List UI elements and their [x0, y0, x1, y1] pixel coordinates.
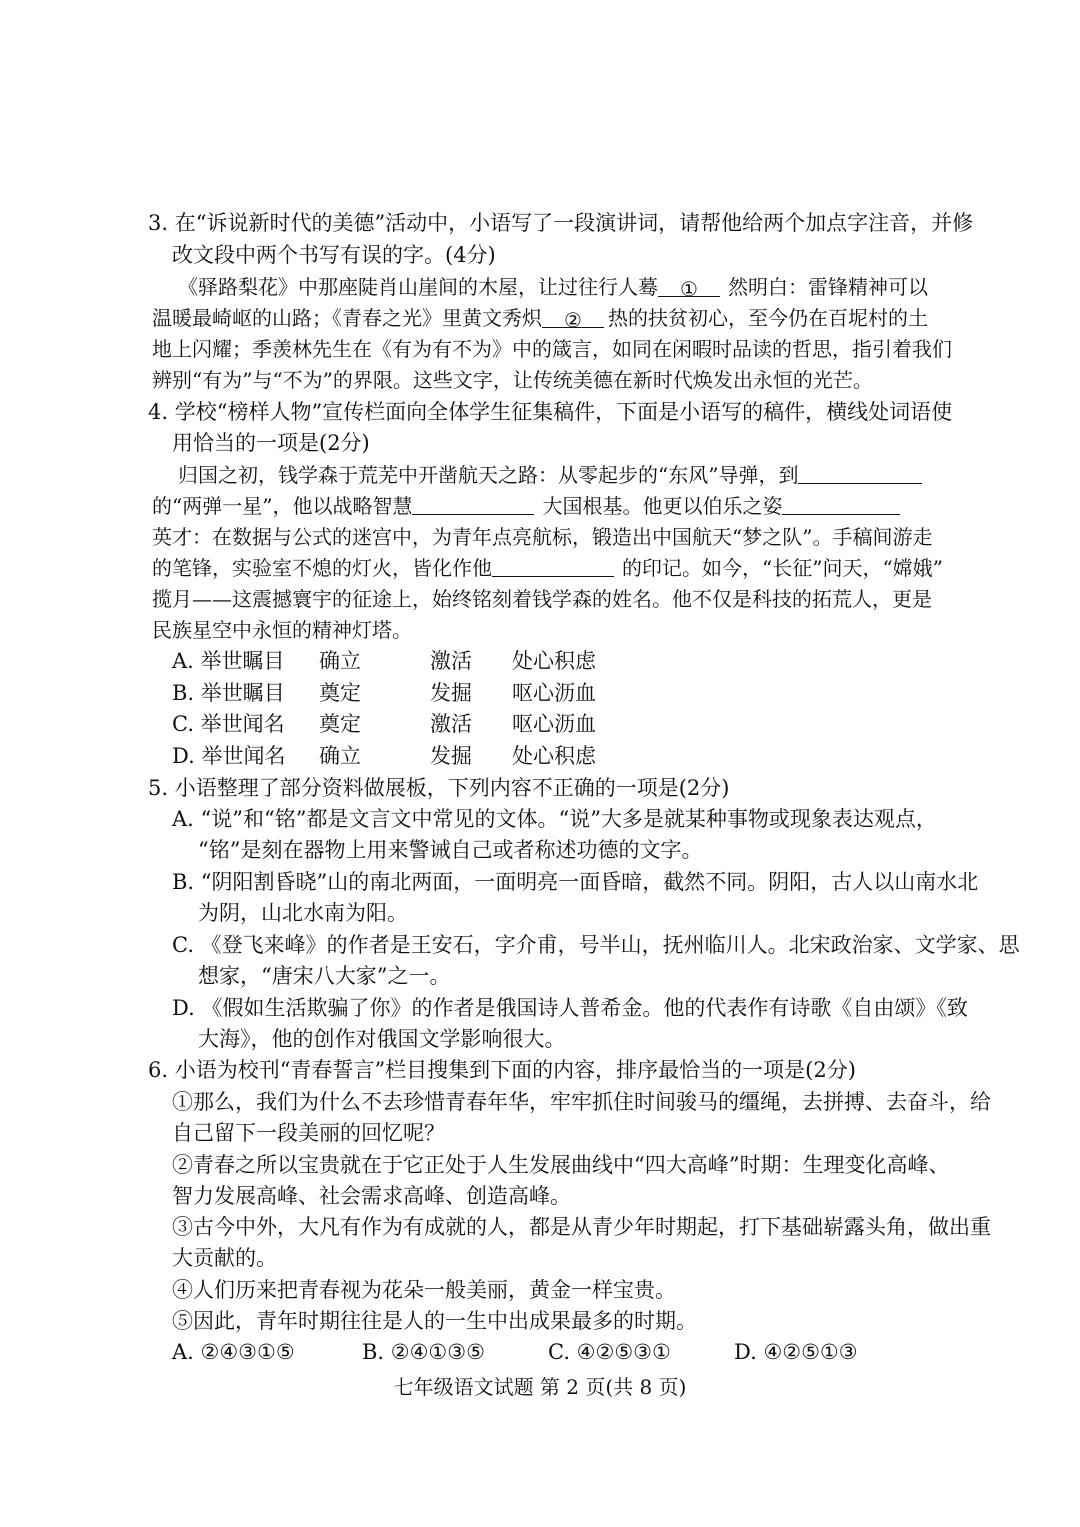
q6-sentence-1-cont: 自己留下一段美丽的回忆呢？	[172, 1121, 445, 1145]
q3-passage-text: 《驿路梨花》中那座陡肖山崖间的木屋，让过往行人蓦	[178, 275, 658, 299]
page-footer: 七年级语文试题 第 2 页(共 8 页)	[393, 1375, 687, 1399]
q4-passage-line1	[178, 462, 922, 488]
q4-option-word: 发掘	[430, 744, 472, 768]
q6-sentence-2: ②青春之所以宝贵就在于它正处于人生发展曲线中“四大高峰”时期：生理变化高峰、	[172, 1153, 950, 1177]
q4-blank-3	[782, 494, 900, 515]
q4-blank-2	[412, 494, 534, 515]
q6-sentence-3-cont: 大贡献的。	[172, 1246, 277, 1270]
q5-option-a-cont: “铭”是刻在器物上用来警诫自己或者称述功德的文字。	[198, 838, 703, 862]
q6-sentence-5: ⑤因此，青年时期往往是人的一生中出成果最多的时期。	[172, 1309, 697, 1333]
q5-option-d[interactable]: D. 《假如生活欺骗了你》的作者是俄国诗人普希金。他的代表作有诗歌《自由颂》《致	[172, 996, 968, 1020]
q4-passage-text: 的笔锋，实验室不熄的灯火，皆化作他	[152, 556, 492, 580]
q5-option-b-cont: 为阴，山北水南为阳。	[198, 901, 408, 925]
q6-stem: 6. 小语为校刊“青春誓言”栏目搜集到下面的内容，排序最恰当的一项是(2分)	[148, 1058, 856, 1082]
q4-option-word: C. 举世闻名	[172, 712, 285, 736]
q3-passage-line1	[178, 274, 928, 300]
q4-option-word: 呕心沥血	[512, 712, 596, 736]
q4-option-word: B. 举世瞩目	[172, 681, 285, 705]
q4-stem-line2: 用恰当的一项是(2分)	[172, 431, 370, 455]
q5-option-b[interactable]: B. “阴阳割昏晓”山的南北两面，一面明亮一面昏暗，截然不同。阴阳，古人以山南水北	[172, 870, 979, 894]
q3-passage-line2	[152, 305, 928, 331]
q4-passage-text: 的印记。如今，“长征”问天，“嫦娥”	[622, 556, 943, 580]
q4-option-word: 呕心沥血	[512, 681, 596, 705]
q3-blank-1: ①	[658, 276, 720, 297]
q5-option-d-cont: 大海》，他的创作对俄国文学影响很大。	[198, 1027, 566, 1051]
q3-passage-line3: 地上闪耀；季羡林先生在《有为有不为》中的箴言，如同在闲暇时品读的哲思，指引着我们	[152, 337, 952, 361]
q3-stem-line1: 3. 在“诉说新时代的美德”活动中，小语写了一段演讲词，请帮他给两个加点字注音，并修	[148, 211, 974, 235]
q4-option-word: 确立	[319, 744, 361, 768]
q4-passage-text: 的“两弹一星”，他以战略智慧	[152, 494, 413, 518]
q3-passage-text: 然明白：雷锋精神可以	[728, 275, 928, 299]
q4-passage-line5: 揽月——这震撼寰宇的征途上，始终铭刻着钱学森的姓名。他不仅是科技的拓荒人，更是	[152, 587, 932, 611]
q5-option-a[interactable]: A. “说”和“铭”都是文言文中常见的文体。“说”大多是就某种事物或现象表达观点，	[172, 807, 937, 831]
q4-option-word: 激活	[430, 649, 472, 673]
q6-sentence-4: ④人们历来把青春视为花朵一般美丽，黄金一样宝贵。	[172, 1278, 676, 1302]
q5-option-c-cont: 想家，“唐宋八大家”之一。	[198, 964, 451, 988]
q3-passage-text: 热的扶贫初心，至今仍在百坭村的土	[608, 306, 928, 330]
q4-passage-line2	[152, 493, 900, 519]
q4-passage-text: 大国根基。他更以伯乐之姿	[542, 494, 783, 518]
q6-sentence-1: ①那么，我们为什么不去珍惜青春年华，牢牢抓住时间骏马的缰绳，去拼搏、去奋斗，给	[172, 1090, 991, 1114]
q6-option-a[interactable]: A. ②④③①⑤	[172, 1340, 295, 1364]
q4-stem-line1: 4. 学校“榜样人物”宣传栏面向全体学生征集稿件，下面是小语写的稿件，横线处词语使	[148, 400, 953, 424]
q6-option-d[interactable]: D. ④②⑤①③	[734, 1340, 858, 1364]
q4-passage-line6: 民族星空中永恒的精神灯塔。	[152, 618, 412, 642]
q4-option-word: 处心积虑	[512, 649, 596, 673]
q5-stem: 5. 小语整理了部分资料做展板，下列内容不正确的一项是(2分)	[148, 776, 730, 800]
q4-option-word: 奠定	[319, 681, 361, 705]
q4-passage-text: 归国之初，钱学森于荒芜中开凿航天之路：从零起步的“东风”导弹，到	[178, 463, 799, 487]
q6-sentence-2-cont: 智力发展高峰、社会需求高峰、创造高峰。	[172, 1184, 571, 1208]
q4-option-word: 激活	[430, 712, 472, 736]
q3-blank-2: ②	[542, 307, 604, 328]
q3-passage-text: 温暖最崎岖的山路；《青春之光》里黄文秀炽	[152, 306, 542, 330]
q4-option-word: 奠定	[319, 712, 361, 736]
q4-passage-line4	[152, 555, 943, 581]
q4-option-word: 确立	[319, 649, 361, 673]
q6-option-c[interactable]: C. ④②⑤③①	[548, 1340, 671, 1364]
q4-option-word: 处心积虑	[512, 744, 596, 768]
q6-sentence-3: ③古今中外，大凡有作为有成就的人，都是从青少年时期起，打下基础崭露头角，做出重	[172, 1215, 991, 1239]
q3-passage-line4: 辨别“有为”与“不为”的界限。这些文字，让传统美德在新时代焕发出永恒的光芒。	[152, 368, 873, 392]
q4-blank-1	[798, 463, 922, 484]
q4-passage-line3: 英才：在数据与公式的迷宫中，为青年点亮航标，锻造出中国航天“梦之队”。手稿间游走	[152, 525, 933, 549]
q4-option-word: D. 举世闻名	[172, 744, 286, 768]
q4-option-word: 发掘	[430, 681, 472, 705]
q6-option-b[interactable]: B. ②④①③⑤	[362, 1340, 485, 1364]
q4-blank-4	[492, 556, 614, 577]
q4-option-word: A. 举世瞩目	[172, 649, 285, 673]
q5-option-c[interactable]: C. 《登飞来峰》的作者是王安石，字介甫，号半山，抚州临川人。北宋政治家、文学家、思	[172, 933, 1020, 957]
q3-stem-line2: 改文段中两个书写有误的字。(4分)	[172, 243, 496, 267]
